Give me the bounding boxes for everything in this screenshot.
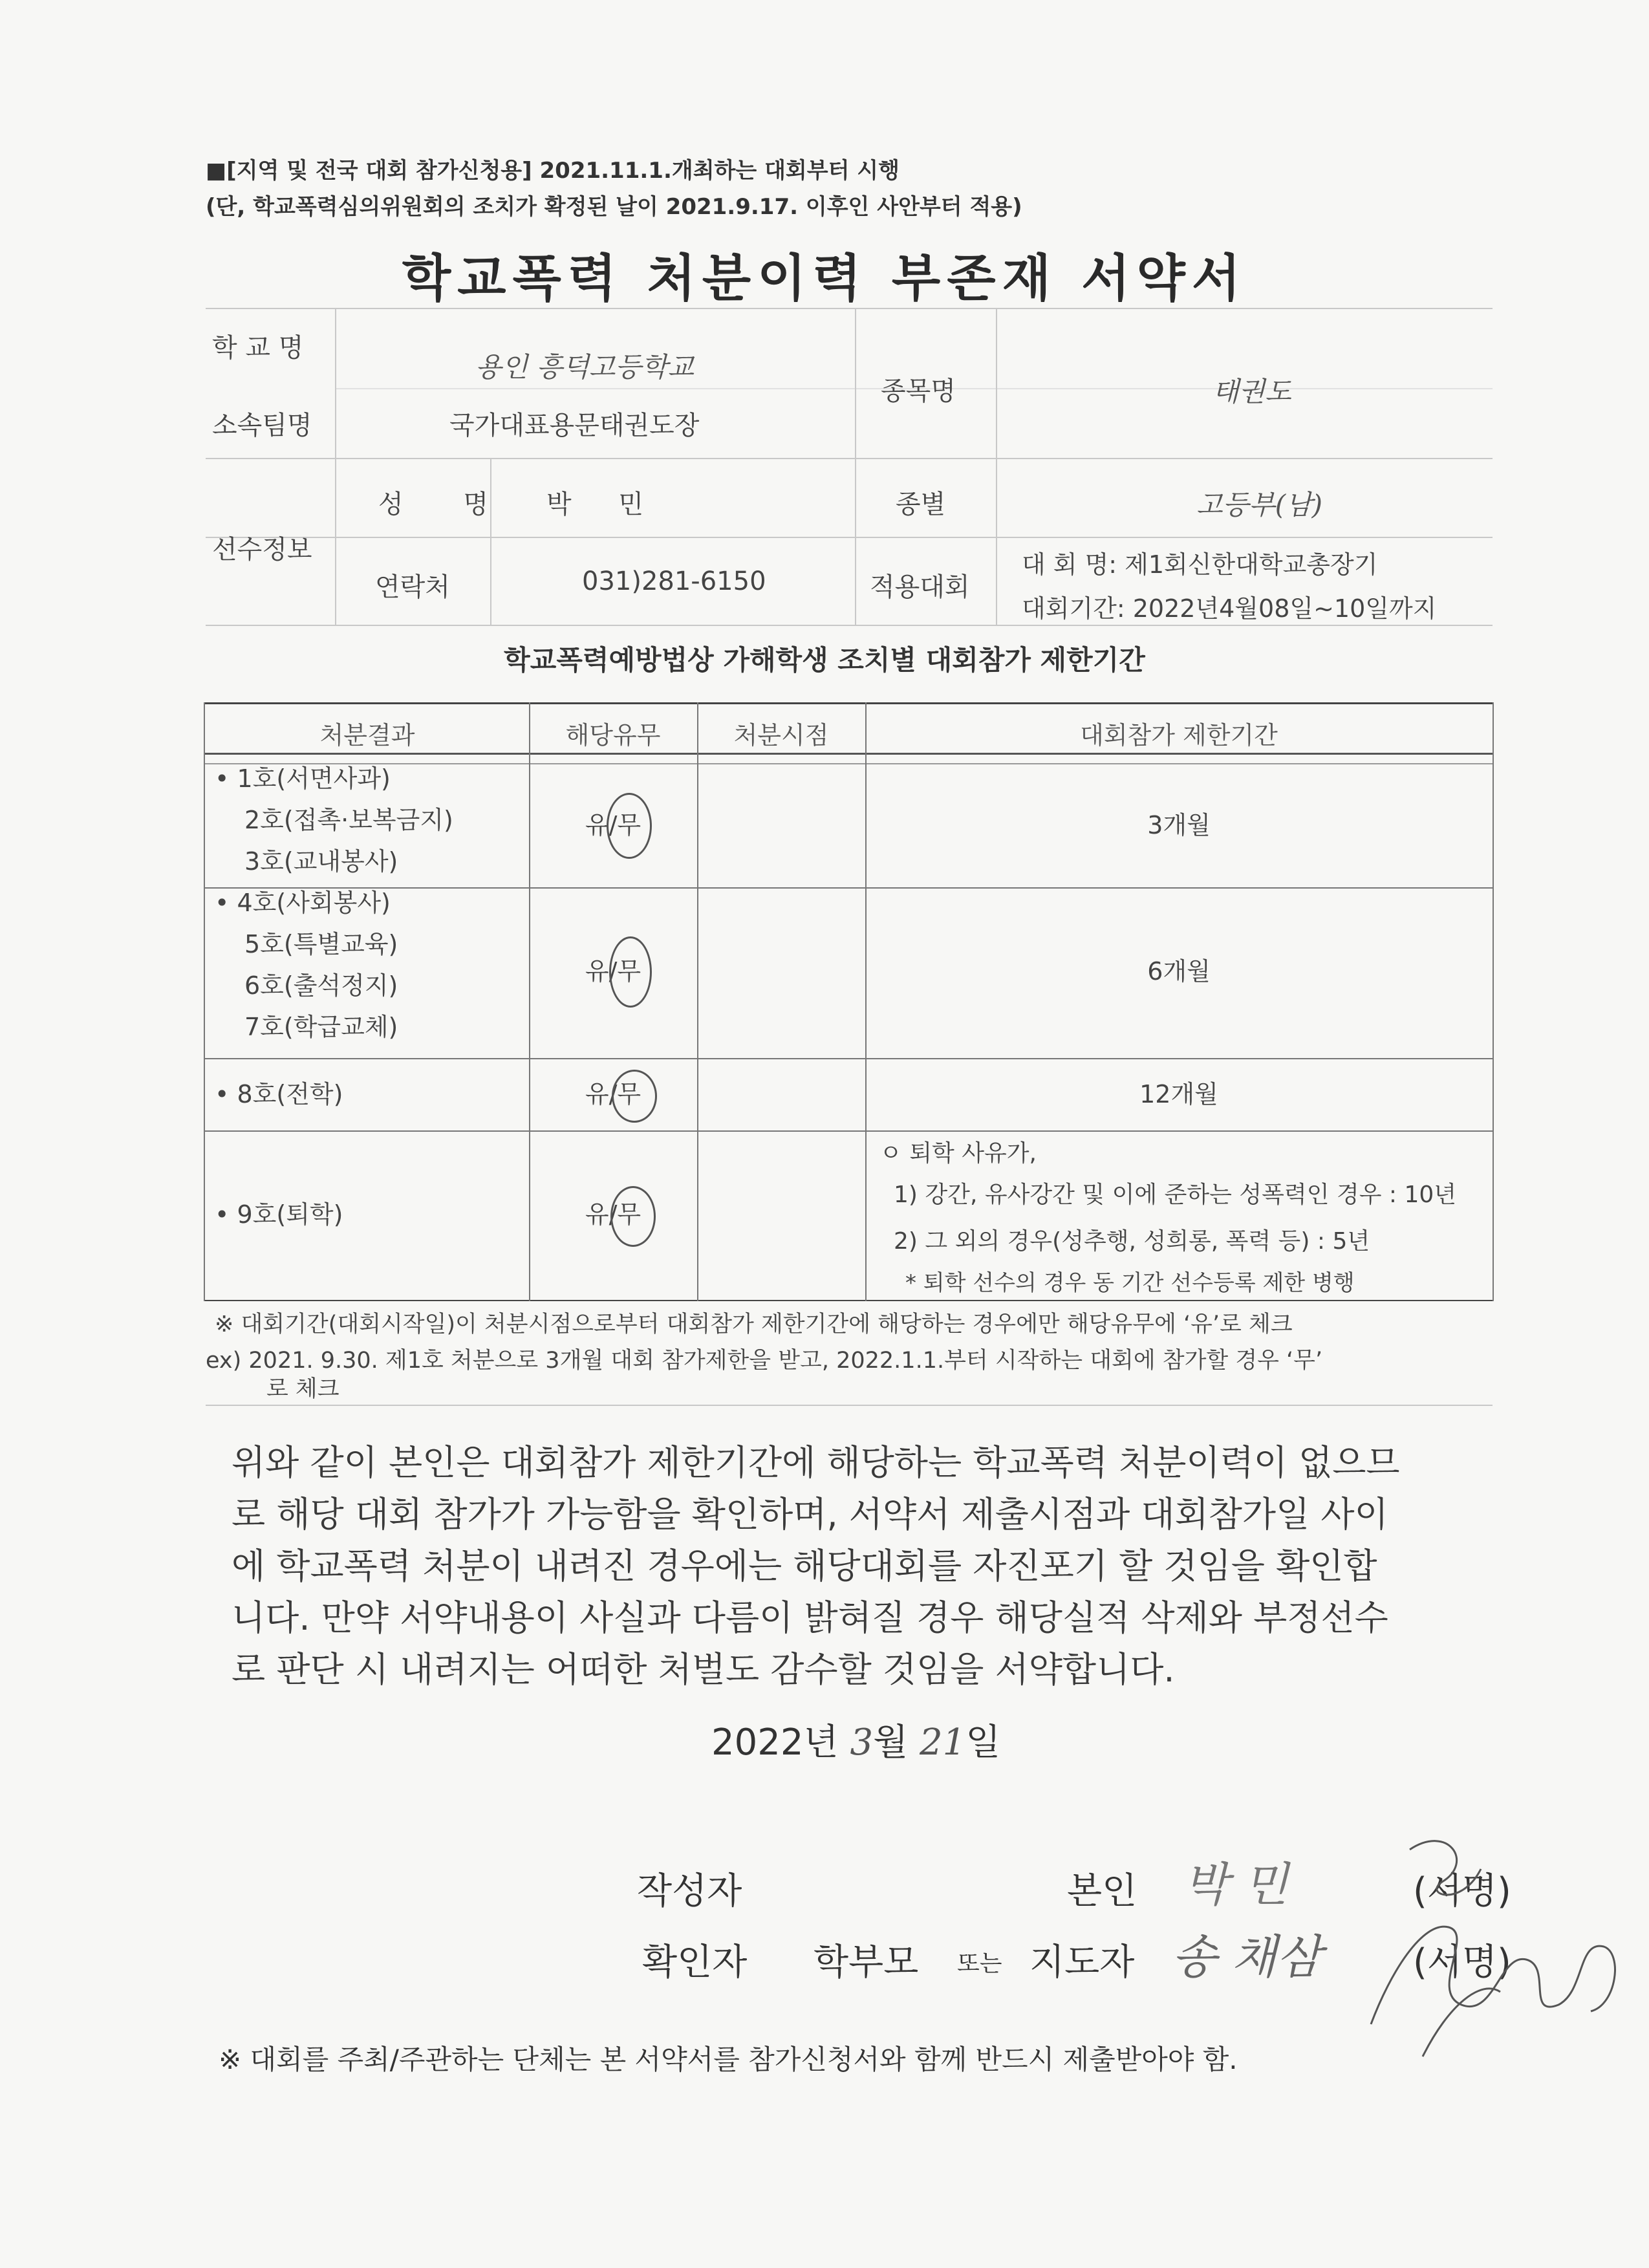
document-title: 학교폭력 처분이력 부존재 서약서 (402, 250, 1247, 308)
player-info-label: 선수정보 (212, 535, 312, 565)
measure-2: 2호(접촉·보복금지) (244, 806, 453, 834)
pledge-line-3: 에 학교폭력 처분이 내려진 경우에는 해당대회를 자진포기 할 것임을 확인합 (232, 1546, 1377, 1586)
team-value: 국가대표용문태권도장 (449, 411, 700, 440)
or-label: 또는 (957, 1950, 1002, 1977)
restriction-title: 학교폭력예방법상 가해학생 조치별 대회참가 제한기간 (504, 644, 1145, 676)
self-label: 본인 (1067, 1870, 1137, 1912)
date-month-handwritten: 3 (850, 1722, 874, 1764)
category-value: 고등부(남) (1196, 489, 1323, 521)
date (711, 1714, 1000, 1766)
circle-mark-2 (609, 936, 652, 1008)
pledge-line-2: 로 해당 대회 참가가 가능함을 확인하며, 서약서 제출시점과 대회참가일 사이 (232, 1494, 1388, 1535)
date-year: 2022년 (711, 1722, 839, 1764)
measure-5: 5호(특별교육) (244, 930, 398, 958)
contact-value: 031)281-6150 (582, 567, 766, 596)
circle-mark-3 (612, 1070, 657, 1123)
measure-4: • 4호(사회봉사) (215, 889, 391, 917)
pledge-line-5: 로 판단 시 내려지는 어떠한 처벌도 감수할 것임을 서약합니다. (232, 1649, 1175, 1690)
sign-label-2: (서명) (1413, 1941, 1511, 1983)
event-period: 대회기간: 2022년4월08일~10일까지 (1022, 594, 1437, 623)
expulsion-line-1: ㅇ 퇴학 사유가, (879, 1140, 1037, 1167)
footer-note: ※ 대회를 주최/주관하는 단체는 본 서약서를 참가신청서와 함께 반드시 제출받아야 함. (219, 2044, 1238, 2075)
circle-mark-1 (607, 793, 652, 859)
check-row-3: 유/무 (585, 1080, 641, 1108)
sport-value: 태권도 (1212, 376, 1291, 407)
note-1: ※ 대회기간(대회시작일)이 처분시점으로부터 대회참가 제한기간에 해당하는 경우에만 해당유무에 ‘유’로 체크 (215, 1312, 1293, 1337)
check-row-4: 유/무 (585, 1200, 641, 1229)
measure-6: 6호(출석정지) (244, 971, 398, 1000)
date-day-label: 일 (965, 1722, 1001, 1764)
date-month-label: 월 (873, 1722, 909, 1764)
self-name-handwritten: 박 민 (1183, 1857, 1288, 1912)
measure-3: 3호(교내봉사) (244, 847, 398, 876)
confirmer-label: 확인자 (642, 1941, 748, 1983)
category-label: 종별 (896, 490, 946, 519)
coach-label: 지도자 (1029, 1941, 1135, 1983)
event-label: 적용대회 (870, 572, 970, 602)
header-timing: 처분시점 (733, 721, 829, 750)
measure-8: • 8호(전학) (215, 1080, 343, 1108)
period-row-2: 6개월 (1147, 957, 1211, 986)
pledge-paragraph (232, 1437, 1512, 1696)
team-label: 소속팀명 (212, 411, 312, 440)
notice-line-1: ■[지역 및 전국 대회 참가신청용] 2021.11.1.개최하는 대회부터 시행 (206, 158, 900, 184)
check-row-2: 유/무 (585, 957, 641, 986)
writer-label: 작성자 (637, 1870, 742, 1912)
notice-line-2: (단, 학교폭력심의위원회의 조치가 확정된 날이 2021.9.17. 이후인 사안부터 적용) (206, 194, 1022, 220)
note-2: ex) 2021. 9.30. 제1호 처분으로 3개월 대회 참가제한을 받고, 2022.1.1.부터 시작하는 대회에 참가할 경우 ‘무’ (206, 1348, 1323, 1374)
pledge-line-4: 니다. 만약 서약내용이 사실과 다름이 밝혀질 경우 해당실적 삭제와 부정선수 (232, 1597, 1388, 1638)
header-applicable: 해당유무 (565, 721, 661, 750)
sign-label-1: (서명) (1413, 1870, 1511, 1912)
contact-label: 연락처 (375, 572, 450, 602)
name-label: 성 명 (378, 490, 514, 519)
circle-mark-4 (610, 1186, 656, 1247)
name-value: 박 민 (546, 490, 663, 519)
school-label: 학 교 명 (212, 333, 304, 363)
expulsion-line-4: * 퇴학 선수의 경우 동 기간 선수등록 제한 병행 (905, 1270, 1355, 1296)
coach-name-handwritten: 송 채삼 (1172, 1930, 1322, 1984)
handwritten-signature (1332, 1811, 1630, 2069)
expulsion-line-2: 1) 강간, 유사강간 및 이에 준하는 성폭력인 경우 : 10년 (894, 1182, 1457, 1208)
period-row-3: 12개월 (1139, 1080, 1218, 1108)
sport-label: 종목명 (881, 376, 956, 406)
measure-1: • 1호(서면사과) (215, 764, 391, 793)
pledge-line-1: 위와 같이 본인은 대회참가 제한기간에 해당하는 학교폭력 처분이력이 없으므 (232, 1442, 1400, 1483)
event-name: 대 회 명: 제1회신한대학교총장기 (1022, 550, 1378, 579)
date-day-handwritten: 21 (920, 1722, 966, 1764)
measure-7: 7호(학급교체) (244, 1013, 398, 1041)
header-disposition: 처분결과 (319, 721, 415, 750)
period-row-1: 3개월 (1147, 811, 1211, 839)
parent-label: 학부모 (814, 1941, 919, 1983)
expulsion-line-3: 2) 그 외의 경우(성추행, 성희롱, 폭력 등) : 5년 (894, 1228, 1370, 1255)
school-value: 용인 흥덕고등학교 (475, 351, 694, 383)
note-3: 로 체크 (266, 1376, 339, 1402)
check-row-1: 유/무 (585, 811, 641, 839)
header-restriction-period: 대회참가 제한기간 (1080, 721, 1278, 750)
measure-9: • 9호(퇴학) (215, 1200, 343, 1229)
